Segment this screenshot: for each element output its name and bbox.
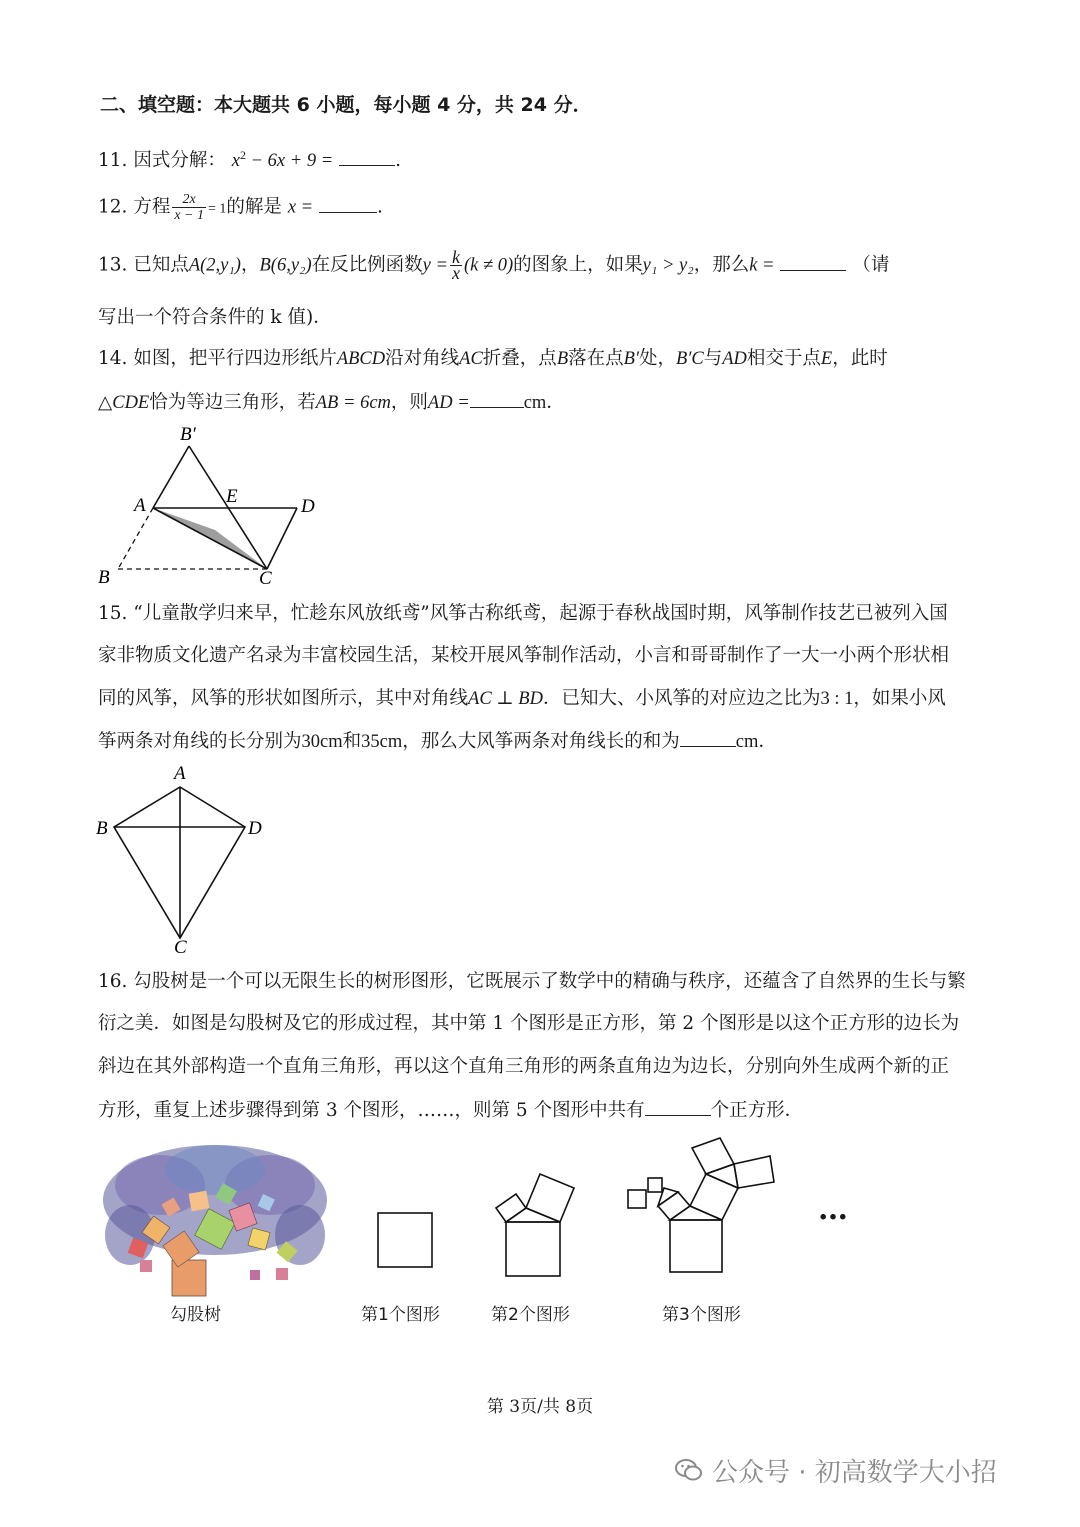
base-square [670,1220,722,1272]
question-16-line2: 衍之美．如图是勾股树及它的形成过程，其中第 1 个图形是正方形，第 2 个图形是以这个正方形的边长为 [98,1013,960,1034]
question-11: 11. 因式分解： $x^2 - 6x + 9$ = . [98,148,402,172]
left-square [496,1194,526,1222]
fraction: $\frac{2x}{x - 1}$ [174,192,204,223]
question-14-line2: △CDE恰为等边三角形，若AB = 6cm，则AD = cm． [98,389,565,416]
question-13-line2: 写出一个符合条件的 k 值)． [98,307,332,328]
label-b: B [98,567,110,588]
left-square [658,1192,690,1220]
figure-3 [622,1130,782,1280]
kite-figure [90,760,280,960]
label-a: A [174,763,186,784]
question-16-line1: 16. 勾股树是一个可以无限生长的树形图形，它既展示了数学中的精确与秩序，还蕴含了自然界的生长与繁 [98,971,966,992]
square-l3c [628,1190,646,1208]
caption-tree: 勾股树 [170,1305,221,1325]
figure-2 [478,1150,598,1280]
answer-blank [319,194,377,213]
answer-blank [680,728,736,747]
label-a: A [134,495,146,516]
label-c: C [259,568,272,589]
caption-fig2: 第2个图形 [491,1305,570,1325]
square-l3a [692,1138,734,1174]
question-16-line3: 斜边在其外部构造一个直角三角形，再以这个直角三角形的两条直角边为边长，分别向外生成两个新的正 [98,1056,950,1077]
watermark: 公众号 · 初高数学大小招 [674,1452,997,1490]
question-number: 14. [98,348,128,369]
fraction: $\frac{k}{x}$ [451,247,460,283]
caption-fig1: 第1个图形 [361,1305,440,1325]
label-b: B [96,818,108,839]
question-number: 12. [98,196,128,218]
continuation-dots: … [818,1192,846,1227]
figure-1 [370,1205,440,1280]
right-square [690,1174,738,1220]
question-15-line3: 同的风筝，风筝的形状如图所示，其中对角线AC ⊥ BD．已知大、小风筝的对应边之比为3 : 1，如果小风 [98,688,946,709]
question-12: 12. 方程 $\frac{2x}{x - 1}$ = 1的解是 x = . [98,192,383,223]
question-15-line2: 家非物质文化遗产名录为丰富校园生活，某校开展风筝制作活动，小言和哥哥制作了一大一小两个形状相 [98,645,950,666]
answer-blank [470,389,524,408]
question-14: 14. 如图，把平行四边形纸片ABCD沿对角线AC折叠，点B落在点B′处，B′C与AD相交于点E，此时 [98,348,888,369]
label-d: D [301,496,315,517]
question-15-line4: 筝两条对角线的长分别为30cm和35cm，那么大风筝两条对角线长的和为 cm． [98,728,777,755]
label-e: E [226,486,238,507]
question-16-line4: 方形，重复上述步骤得到第 3 个图形，……，则第 5 个图形中共有 个正方形． [98,1097,803,1124]
square [378,1213,432,1267]
label-c: C [174,937,187,958]
right-square [526,1174,574,1222]
square-l3b [734,1156,774,1188]
question-number: 11. [98,150,128,172]
label-d: D [248,818,262,839]
section-title: 二、填空题：本大题共 6 小题，每小题 4 分，共 24 分． [100,94,592,116]
square-l3d [648,1178,662,1192]
parallelogram-fold-figure [90,420,330,590]
answer-blank [780,252,846,271]
question-13: 13. 已知点A(2,y₁)，B(6,y₂)在反比例函数y = $\frac{k}{x}$ (k ≠ 0)的图象上，如果y₁ > y₂，那么k = （请 [98,247,890,283]
label-b-prime: B′ [180,424,196,445]
question-number: 13. [98,254,128,276]
answer-blank [339,147,395,166]
wechat-icon [674,1457,704,1490]
answer-blank [645,1097,711,1116]
pythagoras-tree-illustration [100,1140,330,1300]
page-number: 第 3页/共 8页 [486,1397,594,1417]
base-square [506,1222,560,1276]
caption-fig3: 第3个图形 [662,1305,741,1325]
question-15-line1: 15. “儿童散学归来早，忙趁东风放纸鸢”风筝古称纸鸢，起源于春秋战国时期，风筝制作技艺已被列入国 [98,603,948,624]
